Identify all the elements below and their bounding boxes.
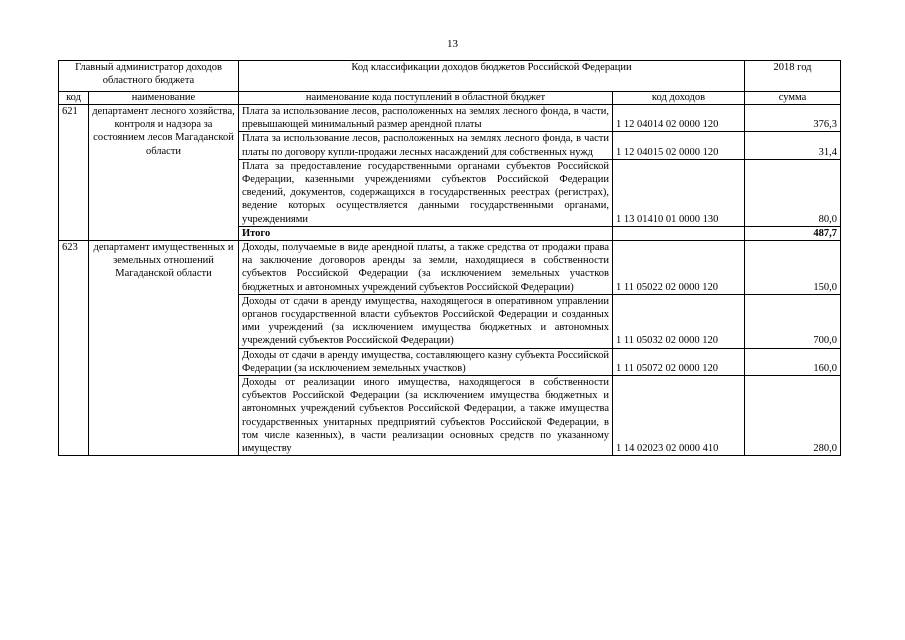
income-description: Доходы от сдачи в аренду имущества, составляющего казну субъекта Российской Федерации (за исключением земельных участков): [239, 348, 613, 375]
income-code: 1 12 04015 02 0000 120: [613, 132, 745, 159]
income-description: Доходы, получаемые в виде арендной платы, а также средства от продажи права на заключение договоров аренды за земли, находящиеся в собственности субъектов Российской Федерации (за исключением земельных участков бюджетных и автономных учреждений субъектов Российской Федерации): [239, 241, 613, 295]
classification-group-header: Код классификации доходов бюджетов Российской Федерации: [239, 61, 745, 92]
table-row: [59, 105, 841, 132]
name-subheader: наименование: [89, 92, 239, 105]
income-code: 1 11 05022 02 0000 120: [613, 241, 745, 295]
page-number: 13: [447, 38, 458, 50]
income-code: 1 11 05032 02 0000 120: [613, 294, 745, 348]
income-sum: 376,3: [745, 105, 841, 132]
income-sum: 700,0: [745, 294, 841, 348]
income-code-subheader: код доходов: [613, 92, 745, 105]
admin-name: департамент имущественных и земельных отношений Магаданской области: [89, 241, 239, 456]
income-description: Плата за использование лесов, расположенных на землях лесного фонда, в части платы по договору купли-продажи лесных насаждений для собственных нужд: [239, 132, 613, 159]
income-description: Плата за использование лесов, расположенных на землях лесного фонда, в части, превышающей минимальный размер арендной платы: [239, 105, 613, 132]
table-row: [59, 241, 841, 295]
income-name-subheader: наименование кода поступлений в областной бюджет: [239, 92, 613, 105]
income-sum: 31,4: [745, 132, 841, 159]
income-code: 1 11 05072 02 0000 120: [613, 348, 745, 375]
admin-group-header: Главный администратор доходов областного бюджета: [59, 61, 239, 92]
income-code: 1 14 02023 02 0000 410: [613, 376, 745, 456]
income-code: 1 13 01410 01 0000 130: [613, 159, 745, 226]
income-code: 1 12 04014 02 0000 120: [613, 105, 745, 132]
income-description: Плата за предоставление государственными органами субъектов Российской Федерации, казенными учреждениями субъектов Российской Федерации сведений, документов, содержащихся в государственных реестрах (регистрах), ведение которых осуществляется данными государственными органами, учреждениями: [239, 159, 613, 226]
admin-code: 623: [59, 241, 89, 456]
total-sum: 487,7: [745, 226, 841, 240]
income-sum: 160,0: [745, 348, 841, 375]
admin-name: департамент лесного хозяйства, контроля и надзора за состоянием лесов Магаданской области: [89, 105, 239, 241]
code-subheader: код: [59, 92, 89, 105]
income-sum: 80,0: [745, 159, 841, 226]
sum-subheader: сумма: [745, 92, 841, 105]
income-sum: 150,0: [745, 241, 841, 295]
total-label: Итого: [239, 226, 613, 240]
total-code-empty: [613, 226, 745, 240]
income-description: Доходы от реализации иного имущества, находящегося в собственности субъектов Российской Федерации (за исключением имущества бюджетных и автономных учреждений субъектов Российской Федерации, а также имущества государственных унитарных предприятий субъектов Российской Федерации, в том числе казенных), в части реализации основных средств по указанному имуществу: [239, 376, 613, 456]
revenue-table: [58, 60, 841, 456]
table-subheader-row: [59, 92, 841, 105]
admin-code: 621: [59, 105, 89, 241]
table-header-row: [59, 61, 841, 92]
income-sum: 280,0: [745, 376, 841, 456]
income-description: Доходы от сдачи в аренду имущества, находящегося в оперативном управлении органов государственной власти субъектов Российской Федерации и созданных ими учреждений (за исключением имущества бюджетных и автономных учреждений субъектов Российской Федерации): [239, 294, 613, 348]
year-header: 2018 год: [745, 61, 841, 92]
